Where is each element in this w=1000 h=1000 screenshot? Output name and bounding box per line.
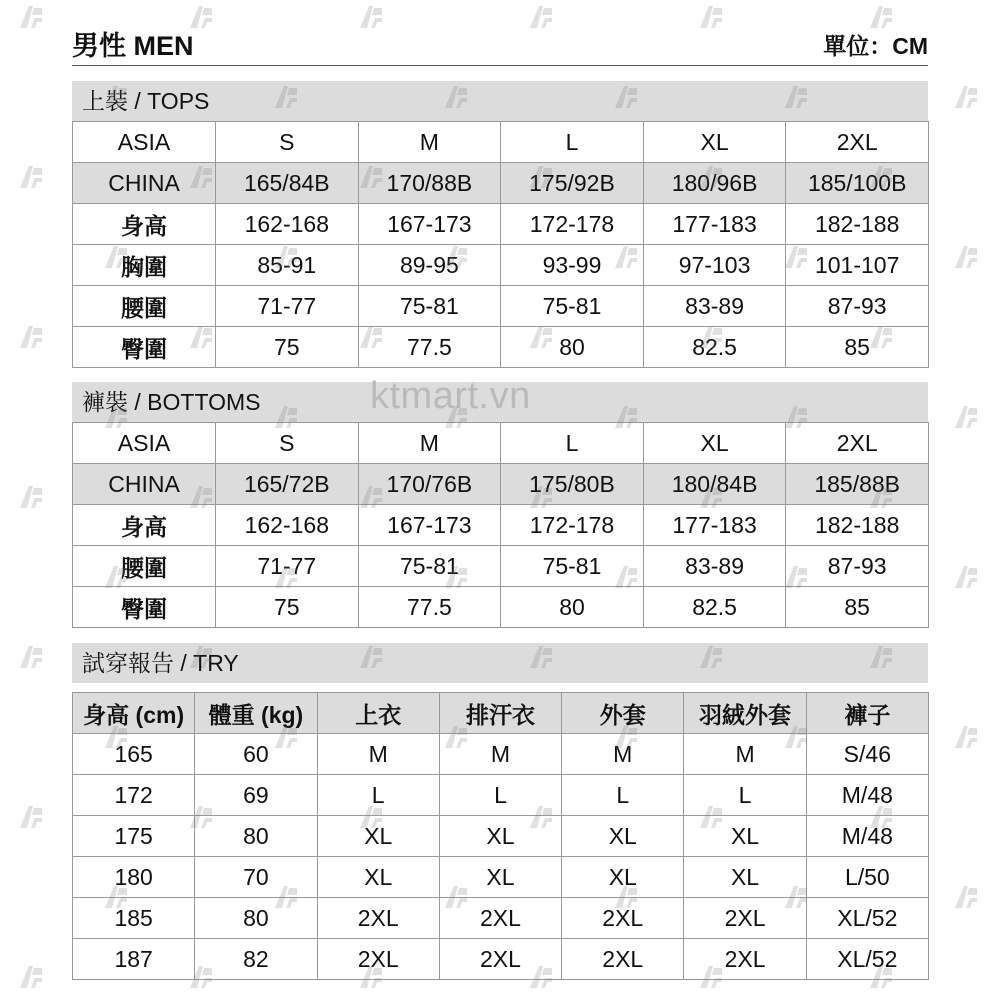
table-cell: M xyxy=(684,734,806,775)
table-cell: 77.5 xyxy=(358,327,501,368)
table-cell: 2XL xyxy=(786,122,929,163)
table-cell: 180 xyxy=(73,857,195,898)
table-row xyxy=(73,587,929,628)
table-cell: XL xyxy=(562,857,684,898)
table-cell: 97-103 xyxy=(643,245,786,286)
table-cell: 182-188 xyxy=(786,505,929,546)
brand-logo-icon xyxy=(18,964,44,990)
tops-size-table xyxy=(72,121,929,368)
table-row xyxy=(73,122,929,163)
table-cell: 75 xyxy=(216,587,359,628)
tops-section-title: 上裝 / TOPS xyxy=(72,81,928,121)
table-cell: L/50 xyxy=(806,857,928,898)
brand-logo-icon xyxy=(953,884,979,910)
table-cell: 167-173 xyxy=(358,505,501,546)
table-cell: S xyxy=(216,122,359,163)
table-cell: 75-81 xyxy=(358,546,501,587)
table-cell: S/46 xyxy=(806,734,928,775)
brand-logo-icon xyxy=(953,724,979,750)
brand-logo-icon xyxy=(18,4,44,30)
table-cell: 87-93 xyxy=(786,546,929,587)
table-cell: S xyxy=(216,423,359,464)
table-cell: 182-188 xyxy=(786,204,929,245)
column-header: 羽絨外套 xyxy=(684,693,806,734)
table-cell: 167-173 xyxy=(358,204,501,245)
column-header: 外套 xyxy=(562,693,684,734)
table-row xyxy=(73,327,929,368)
column-header: 身高 (cm) xyxy=(73,693,195,734)
table-cell: 85-91 xyxy=(216,245,359,286)
page-header xyxy=(72,22,928,62)
table-row xyxy=(73,163,929,204)
table-cell: 71-77 xyxy=(216,546,359,587)
table-cell: M xyxy=(358,122,501,163)
table-cell: 2XL xyxy=(439,939,561,980)
table-cell: 85 xyxy=(786,327,929,368)
brand-logo-icon xyxy=(18,324,44,350)
unit-label: 單位：CM xyxy=(823,33,928,59)
table-cell: L xyxy=(439,775,561,816)
table-cell: 172-178 xyxy=(501,505,644,546)
table-cell: 101-107 xyxy=(786,245,929,286)
table-cell: 170/88B xyxy=(358,163,501,204)
row-label: CHINA xyxy=(73,163,216,204)
row-label: 臀圍 xyxy=(73,327,216,368)
row-label: 身高 xyxy=(73,204,216,245)
table-cell: 75-81 xyxy=(358,286,501,327)
table-cell: 180/96B xyxy=(643,163,786,204)
table-cell: M xyxy=(439,734,561,775)
header-divider xyxy=(72,65,928,66)
table-cell: 2XL xyxy=(684,939,806,980)
row-label: 腰圍 xyxy=(73,286,216,327)
table-cell: 93-99 xyxy=(501,245,644,286)
table-cell: 80 xyxy=(195,816,317,857)
table-cell: 175/80B xyxy=(501,464,644,505)
brand-logo-icon xyxy=(18,804,44,830)
table-cell: 82.5 xyxy=(643,327,786,368)
brand-logo-icon xyxy=(953,404,979,430)
table-cell: 2XL xyxy=(439,898,561,939)
table-cell: 172 xyxy=(73,775,195,816)
table-cell: 71-77 xyxy=(216,286,359,327)
table-cell: 85 xyxy=(786,587,929,628)
table-cell: 80 xyxy=(501,327,644,368)
table-cell: L xyxy=(317,775,439,816)
table-cell: 75 xyxy=(216,327,359,368)
table-cell: 177-183 xyxy=(643,204,786,245)
table-cell: 89-95 xyxy=(358,245,501,286)
table-cell: 180/84B xyxy=(643,464,786,505)
table-cell: L xyxy=(684,775,806,816)
header-row xyxy=(73,693,929,734)
table-cell: 165/84B xyxy=(216,163,359,204)
table-cell: 82 xyxy=(195,939,317,980)
table-cell: 83-89 xyxy=(643,286,786,327)
table-cell: XL xyxy=(439,857,561,898)
table-cell: 172-178 xyxy=(501,204,644,245)
table-cell: L xyxy=(501,423,644,464)
table-cell: 83-89 xyxy=(643,546,786,587)
table-row xyxy=(73,898,929,939)
table-cell: M/48 xyxy=(806,816,928,857)
table-cell: 162-168 xyxy=(216,505,359,546)
brand-logo-icon xyxy=(18,484,44,510)
column-header: 褲子 xyxy=(806,693,928,734)
table-cell: 165/72B xyxy=(216,464,359,505)
table-cell: XL/52 xyxy=(806,939,928,980)
table-cell: XL xyxy=(643,122,786,163)
table-cell: XL xyxy=(439,816,561,857)
brand-logo-icon xyxy=(953,564,979,590)
column-header: 上衣 xyxy=(317,693,439,734)
table-cell: 187 xyxy=(73,939,195,980)
table-cell: 177-183 xyxy=(643,505,786,546)
table-cell: XL xyxy=(684,816,806,857)
table-cell: L xyxy=(562,775,684,816)
table-cell: XL xyxy=(562,816,684,857)
brand-logo-icon xyxy=(18,644,44,670)
row-label: ASIA xyxy=(73,122,216,163)
table-row xyxy=(73,857,929,898)
table-cell: XL xyxy=(684,857,806,898)
bottoms-size-table xyxy=(72,422,929,628)
row-label: CHINA xyxy=(73,464,216,505)
column-header: 排汗衣 xyxy=(439,693,561,734)
table-cell: 175 xyxy=(73,816,195,857)
table-cell: 185/88B xyxy=(786,464,929,505)
table-cell: 2XL xyxy=(317,898,439,939)
table-row xyxy=(73,816,929,857)
page-title: 男性 MEN xyxy=(72,31,194,61)
brand-logo-icon xyxy=(953,244,979,270)
table-cell: 75-81 xyxy=(501,546,644,587)
table-cell: 2XL xyxy=(684,898,806,939)
row-label: 胸圍 xyxy=(73,245,216,286)
table-cell: 70 xyxy=(195,857,317,898)
table-cell: 185/100B xyxy=(786,163,929,204)
table-cell: M/48 xyxy=(806,775,928,816)
brand-logo-icon xyxy=(18,164,44,190)
table-cell: 77.5 xyxy=(358,587,501,628)
try-report-table xyxy=(72,692,929,980)
table-row xyxy=(73,464,929,505)
bottoms-section-title: 褲裝 / BOTTOMS xyxy=(72,382,928,422)
table-cell: XL xyxy=(643,423,786,464)
table-row xyxy=(73,286,929,327)
table-cell: 2XL xyxy=(317,939,439,980)
table-cell: M xyxy=(562,734,684,775)
table-row xyxy=(73,775,929,816)
table-cell: 82.5 xyxy=(643,587,786,628)
try-section-title: 試穿報告 / TRY xyxy=(72,643,928,683)
table-cell: L xyxy=(501,122,644,163)
table-cell: 75-81 xyxy=(501,286,644,327)
table-row xyxy=(73,546,929,587)
table-cell: M xyxy=(358,423,501,464)
table-cell: M xyxy=(317,734,439,775)
table-cell: 80 xyxy=(501,587,644,628)
table-cell: 185 xyxy=(73,898,195,939)
table-cell: 87-93 xyxy=(786,286,929,327)
row-label: 身高 xyxy=(73,505,216,546)
table-row xyxy=(73,245,929,286)
brand-logo-icon xyxy=(953,84,979,110)
table-cell: XL xyxy=(317,816,439,857)
row-label: 腰圍 xyxy=(73,546,216,587)
table-cell: XL/52 xyxy=(806,898,928,939)
table-row xyxy=(73,505,929,546)
table-cell: 60 xyxy=(195,734,317,775)
table-cell: 162-168 xyxy=(216,204,359,245)
table-row xyxy=(73,204,929,245)
table-row xyxy=(73,734,929,775)
table-row xyxy=(73,939,929,980)
table-cell: 69 xyxy=(195,775,317,816)
watermark-text: ktmart.vn xyxy=(370,375,531,417)
table-cell: 170/76B xyxy=(358,464,501,505)
table-cell: 2XL xyxy=(562,939,684,980)
table-cell: 2XL xyxy=(562,898,684,939)
table-cell: XL xyxy=(317,857,439,898)
table-cell: 165 xyxy=(73,734,195,775)
row-label: ASIA xyxy=(73,423,216,464)
table-cell: 2XL xyxy=(786,423,929,464)
table-row xyxy=(73,423,929,464)
table-cell: 175/92B xyxy=(501,163,644,204)
row-label: 臀圍 xyxy=(73,587,216,628)
table-cell: 80 xyxy=(195,898,317,939)
column-header: 體重 (kg) xyxy=(195,693,317,734)
